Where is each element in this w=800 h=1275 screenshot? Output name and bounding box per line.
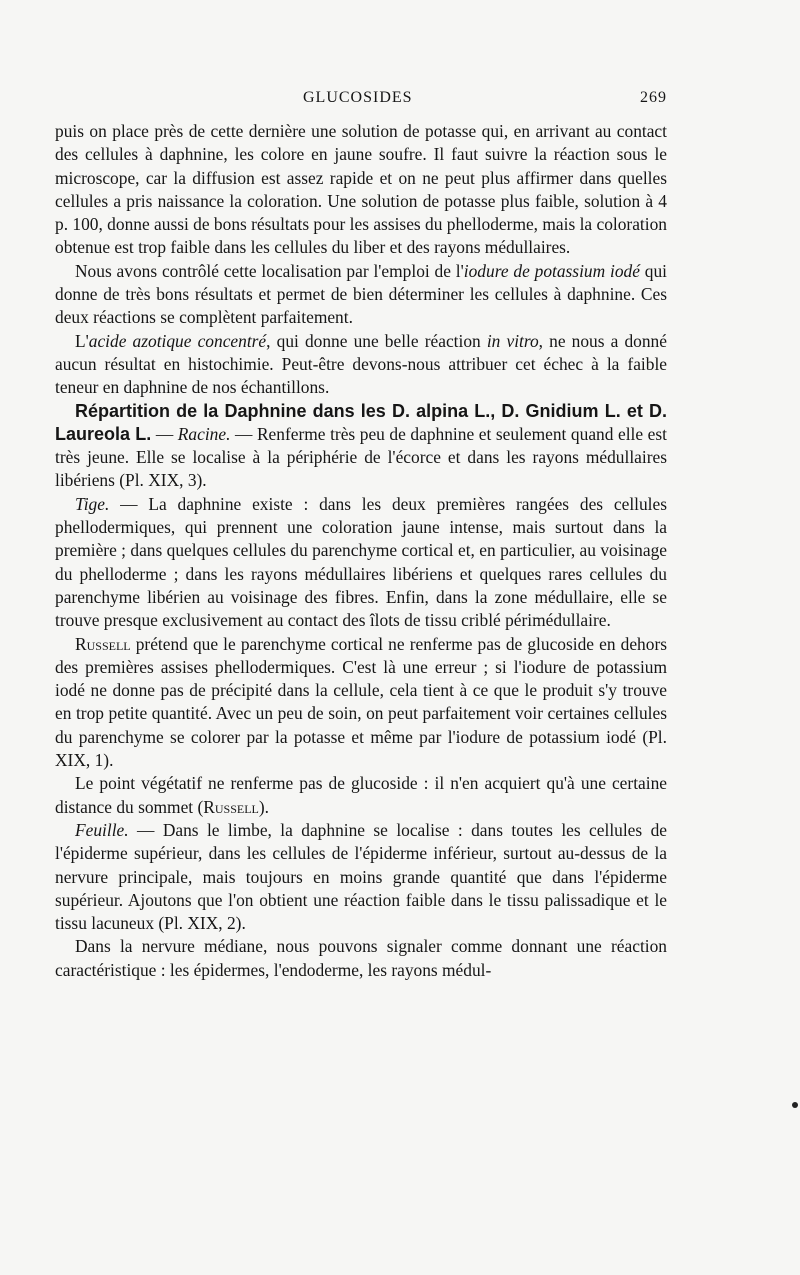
italic-term: iodure de potassium iodé (463, 260, 640, 281)
text-run: Le point végétatif ne renferme pas de glucoside : il n'en acquiert qu'à une certaine distance du sommet ( (55, 773, 667, 817)
paragraph-feuille (55, 819, 667, 935)
running-title: GLUCOSIDES (303, 89, 413, 106)
page-number: 269 (640, 89, 667, 106)
paragraph-repartition (55, 400, 667, 493)
paragraph-text: puis on place près de cette dernière une solution de potasse qui, en arrivant au contact des cellules à daphnine, les colore en jaune soufre. Il faut suivre la réaction sous le microscope, car la diffusion est assez rapide et on ne peut plus affirmer dans quelles cellules a pris naissance la coloration. Une solution de potasse plus faible, solution à 4 p. 100, donne aussi de bons résultats pour les assises du phelloderme, mais la coloration obtenue est trop faible dans les cellules du liber et des rayons médullaires. (55, 121, 667, 258)
author-name: Russell (203, 796, 259, 817)
section-heading: Répartition de la Daphnine dans les D. alpina L., D. Gnidium L. et D. Laureola L. (55, 400, 667, 444)
paragraph-nervure (55, 935, 667, 982)
text-run: — (151, 423, 178, 444)
italic-term: Tige. (75, 493, 110, 514)
italic-term: Feuille. (75, 819, 129, 840)
paragraph-potasse (55, 120, 667, 260)
text-run: — La daphnine existe : dans les deux premières rangées des cellules phellodermiques, qui prennent une coloration jaune intense, mais surtout dans la première ; dans quelques cellules du parenchyme cortical et, en particulier, au voisinage du phelloderme ; dans les rayons médullaires libériens et quelques rares cellules du parenchyme libérien au voisinage des fibres. Enfin, dans la zone médullaire, elle se trouve presque exclusivement au contact des îlots de tissu criblé périmédullaire. (55, 493, 667, 631)
running-header (55, 84, 667, 110)
paragraph-tige (55, 493, 667, 633)
text-run: — Renferme très peu de daphnine et seulement quand elle est très jeune. Elle se localise à la périphérie de l'écorce et dans les rayons médullaires libériens (Pl. XIX, 3). (55, 423, 667, 491)
page-body (55, 84, 667, 982)
italic-term: in vitro (486, 330, 539, 351)
paragraph-russell (55, 633, 667, 773)
author-name: Russell (75, 633, 131, 654)
paragraph-point-vegetatif (55, 772, 667, 819)
text-run: qui donne de très bons résultats et permet de bien déterminer les cellules à daphnine. Ces deux réactions se complètent parfaitement. (55, 260, 667, 328)
paragraph-iodure (55, 260, 667, 330)
text-run: ). (258, 796, 270, 817)
text-run: L' (75, 330, 89, 351)
text-run: prétend que le parenchyme cortical ne renferme pas de glucoside en dehors des premières assises phellodermiques. C'est là une erreur ; si l'iodure de potassium iodé ne donne pas de précipité dans la cellule, cela tient à ce que le produit s'y trouve en trop petite quantité. Avec un peu de soin, on peut parfaitement voir certaines cellules du parenchyme se colorer par la potasse et même par l'iodure de potassium iodé (Pl. XIX, 1). (55, 633, 667, 771)
text-run: Dans la nervure médiane, nous pouvons signaler comme donnant une réaction caractéristique : les épidermes, l'endoderme, les rayons médul- (55, 936, 667, 980)
italic-term: Racine. (177, 423, 231, 444)
margin-speck (792, 1102, 798, 1108)
paragraph-acide (55, 330, 667, 400)
text-run: Nous avons contrôlé cette localisation par l'emploi de l' (75, 260, 464, 281)
italic-term: acide azotique concentré (88, 330, 267, 351)
text-run: — Dans le limbe, la daphnine se localise : dans toutes les cellules de l'épiderme supérieur, dans les cellules de l'épiderme inférieur, surtout au-dessus de la nervure principale, mais toujours en moins grande quantité que dans l'épiderme supérieur. Ajoutons que l'on obtient une réaction faible dans le tissu palissadique et le tissu lacuneux (Pl. XIX, 2). (55, 819, 667, 934)
text-run: , qui donne une belle réaction (266, 330, 487, 351)
text-run: , ne nous a donné aucun résultat en histochimie. Peut-être devons-nous attribuer cet échec à la faible teneur en daphnine de nos échantillons. (55, 330, 667, 398)
